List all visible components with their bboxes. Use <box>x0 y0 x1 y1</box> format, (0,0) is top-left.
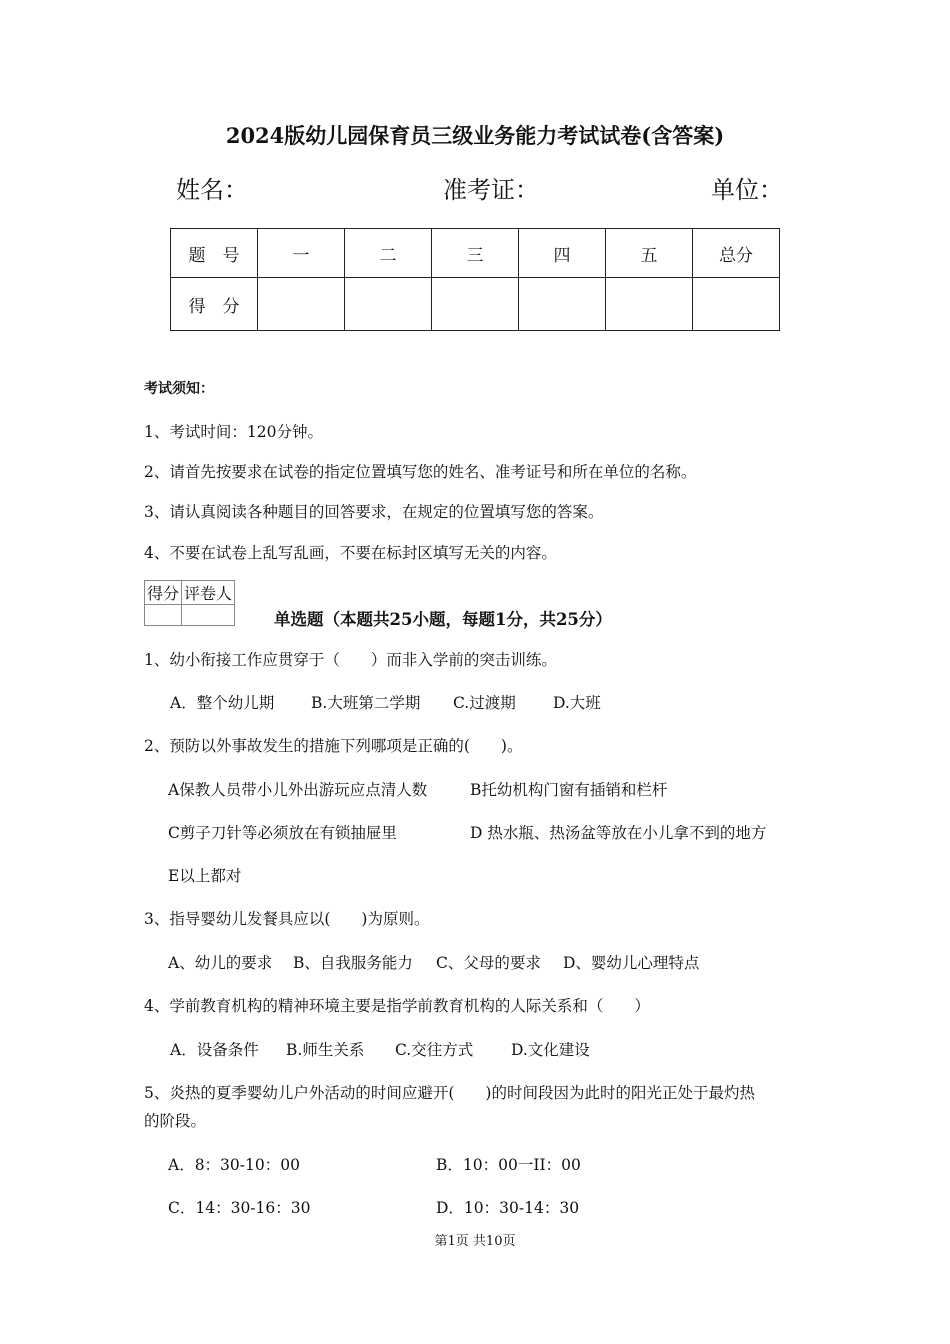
question-option: D、婴幼儿心理特点 <box>563 954 700 972</box>
score-cell <box>258 278 345 331</box>
score-header-cell: 总分 <box>693 229 780 278</box>
score-cell <box>606 278 693 331</box>
question-option: D 热水瓶、热汤盆等放在小儿拿不到的地方 <box>470 824 767 842</box>
score-header-cell: 四 <box>519 229 606 278</box>
question-stem: 3、指导婴幼儿发餐具应以( )为原则。 <box>144 910 430 928</box>
notice-item: 1、考试时间：120分钟。 <box>144 423 323 441</box>
question-option: A．8：30-10：00 <box>168 1156 300 1174</box>
score-cell <box>519 278 606 331</box>
score-table <box>170 228 780 331</box>
question-option: B．10：00一II：00 <box>436 1156 581 1174</box>
score-cell <box>693 278 780 331</box>
question-option: D.大班 <box>553 694 601 712</box>
page-footer: 第1页 共10页 <box>434 1234 516 1249</box>
score-cell <box>345 278 432 331</box>
score-header-cell: 一 <box>258 229 345 278</box>
notice-item: 3、请认真阅读各种题目的回答要求，在规定的位置填写您的答案。 <box>144 503 604 521</box>
notice-title: 考试须知： <box>144 381 214 397</box>
grader-score-label: 得分 <box>145 581 182 605</box>
question-option: C剪子刀针等必须放在有锁抽屉里 <box>168 824 397 842</box>
question-option: D.文化建设 <box>511 1041 590 1059</box>
grader-table <box>144 580 235 626</box>
score-table-header-row <box>171 229 780 278</box>
question-option: B托幼机构门窗有插销和栏杆 <box>470 781 668 799</box>
notice-item: 4、不要在试卷上乱写乱画，不要在标封区填写无关的内容。 <box>144 544 557 562</box>
score-cell <box>432 278 519 331</box>
section-title: 单选题（本题共25小题，每题1分，共25分） <box>274 610 612 629</box>
grader-score-cell <box>145 605 182 626</box>
question-stem: 5、炎热的夏季婴幼儿户外活动的时间应避开( )的时间段因为此时的阳光正处于最灼热 <box>144 1084 755 1102</box>
question-option: E以上都对 <box>168 867 242 885</box>
question-option: B、自我服务能力 <box>293 954 413 972</box>
question-option: B.大班第二学期 <box>311 694 421 712</box>
score-table-score-row <box>171 278 780 331</box>
exam-id-label: 准考证： <box>443 176 539 204</box>
grader-reviewer-cell <box>182 605 235 626</box>
question-option: A．设备条件 <box>170 1041 259 1059</box>
question-option: D．10：30-14：30 <box>436 1199 580 1217</box>
unit-label: 单位： <box>711 176 783 204</box>
question-option: A、幼儿的要求 <box>168 954 273 972</box>
question-stem: 2、预防以外事故发生的措施下列哪项是正确的( )。 <box>144 737 523 755</box>
notice-item: 2、请首先按要求在试卷的指定位置填写您的姓名、准考证号和所在单位的名称。 <box>144 463 697 481</box>
question-stem-continuation: 的阶段。 <box>144 1112 207 1130</box>
score-header-cell: 五 <box>606 229 693 278</box>
question-stem: 1、幼小衔接工作应贯穿于（ ）而非入学前的突击训练。 <box>144 651 557 669</box>
question-option: C.交往方式 <box>395 1041 474 1059</box>
question-option: A保教人员带小儿外出游玩应点清人数 <box>168 781 428 799</box>
question-option: C、父母的要求 <box>436 954 541 972</box>
question-option: A．整个幼儿期 <box>170 694 275 712</box>
name-label: 姓名： <box>176 176 248 204</box>
score-row-label: 得 分 <box>171 278 258 331</box>
page-title: 2024版幼儿园保育员三级业务能力考试试卷(含答案) <box>225 123 725 148</box>
score-header-cell: 二 <box>345 229 432 278</box>
question-option: B.师生关系 <box>286 1041 365 1059</box>
score-header-cell: 题 号 <box>171 229 258 278</box>
score-header-cell: 三 <box>432 229 519 278</box>
question-option: C．14：30-16：30 <box>168 1199 311 1217</box>
grader-reviewer-label: 评卷人 <box>182 581 235 605</box>
question-option: C.过渡期 <box>453 694 516 712</box>
question-stem: 4、学前教育机构的精神环境主要是指学前教育机构的人际关系和（ ） <box>144 997 650 1015</box>
